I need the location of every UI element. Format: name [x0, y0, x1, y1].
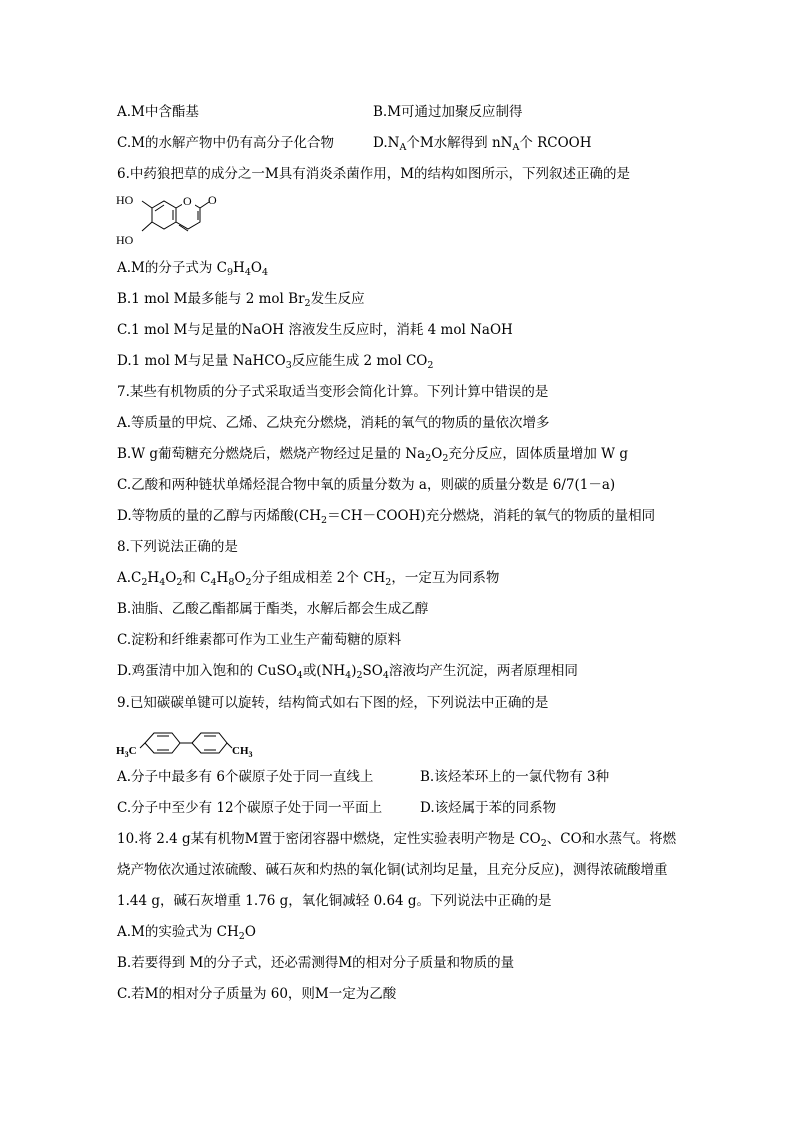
q7-option-b: B.W g葡萄糖充分燃烧后，燃烧产物经过足量的 $Na_2O_2$充分反应，固体质量增加 W g [117, 446, 628, 464]
q10-stem-line3: 1.44 g，碱石灰增重 1.76 g，氧化铜减轻 0.64 g。下列说法中正确的是 [117, 893, 552, 909]
q10-stem-line2: 烧产物依次通过浓硫酸、碱石灰和灼热的氧化铜(试剂均足量，且充分反应)，测得浓硫酸增重 [117, 862, 668, 878]
q9-option-a: A.分子中最多有 6个碳原子处于同一直线上 [117, 769, 374, 785]
q9-option-c: C.分子中至少有 12个碳原子处于同一平面上 [117, 800, 383, 816]
q7-option-d: D.等物质的量的乙醇与丙烯酸$(CH_2=CH-COOH)$充分燃烧，消耗的氧气的物质的量相同 [117, 508, 656, 526]
q8-option-a: $A.C_2H_4O_2$和 $C_4H_8O_2$分子组成相差 2个 $CH_2$，一定互为同系物 [117, 570, 500, 588]
q5-option-a: A.M中含酯基 [117, 104, 199, 120]
q8-option-d: D.鸡蛋清中加入饱和的 CuSO$_4$或$(NH_4)_2SO_4$溶液均产生沉淀，两者原理相同 [117, 663, 578, 681]
q6-ho-bottom-label: HO [116, 233, 134, 247]
q5-option-b: B.M可通过加聚反应制得 [373, 104, 523, 120]
q6-carbonyl-oxygen-label: O [208, 193, 217, 207]
q6-option-d: D.1 mol M与足量 NaHCO$_3$反应能生成 2 mol $CO_2$ [117, 353, 434, 371]
q9-stem: 9.已知碳碳单键可以旋转，结构简式如右下图的烃，下列说法中正确的是 [117, 695, 549, 711]
q7-option-c: C.乙酸和两种链状单烯烃混合物中氧的质量分数为 a，则碳的质量分数是 6/7(1－a) [117, 477, 616, 493]
q6-option-b: B.1 mol M最多能与 2 mol $Br_2$发生反应 [117, 291, 365, 309]
q5-option-c: C.M的水解产物中仍有高分子化合物 [117, 135, 334, 151]
q6-structure-diagram [112, 186, 232, 256]
q5-option-d: $D.N_A$个M水解得到 $nN_A$个 RCOOH [373, 135, 592, 153]
q10-option-a: A.M的实验式为 $CH_2O$ [117, 924, 256, 942]
q8-option-b: B.油脂、乙酸乙酯都属于酯类，水解后都会生成乙醇 [117, 601, 429, 617]
q9-option-d: D.该烃属于苯的同系物 [420, 800, 557, 816]
q10-option-c: C.若M的相对分子质量为 60，则M一定为乙酸 [117, 986, 397, 1002]
q6-option-a: A.M的分子式为 $C_9H_4O_4$ [117, 260, 268, 278]
q8-stem: 8.下列说法正确的是 [117, 539, 238, 555]
q6-option-c: C.1 mol M与足量的NaOH 溶液发生反应时，消耗 4 mol NaOH [117, 322, 513, 338]
q10-stem-line1: 10.将 2.4 g某有机物M置于密闭容器中燃烧，定性实验表明产物是 $CO_2$、CO和水蒸气。将燃 [117, 831, 677, 849]
q9-methyl-right-label: $CH_3$ [232, 745, 253, 759]
q7-stem: 7.某些有机物质的分子式采取适当变形会简化计算。下列计算中错误的是 [117, 384, 549, 400]
q7-option-a: A.等质量的甲烷、乙烯、乙炔充分燃烧，消耗的氧气的物质的量依次增多 [117, 415, 550, 431]
q9-option-b: B.该烃苯环上的一氯代物有 3种 [420, 769, 610, 785]
q6-ring-oxygen-label: O [183, 194, 192, 208]
q6-stem: 6.中药狼把草的成分之一M具有消炎杀菌作用，M的结构如图所示，下列叙述正确的是 [117, 166, 631, 182]
q10-option-b: B.若要得到 M的分子式，还必需测得M的相对分子质量和物质的量 [117, 955, 515, 971]
q6-ho-top-label: HO [116, 193, 134, 207]
q9-structure-diagram [112, 724, 262, 764]
q9-methyl-left-label: $H_3C$ [116, 745, 137, 759]
q8-option-c: C.淀粉和纤维素都可作为工业生产葡萄糖的原料 [117, 632, 402, 648]
